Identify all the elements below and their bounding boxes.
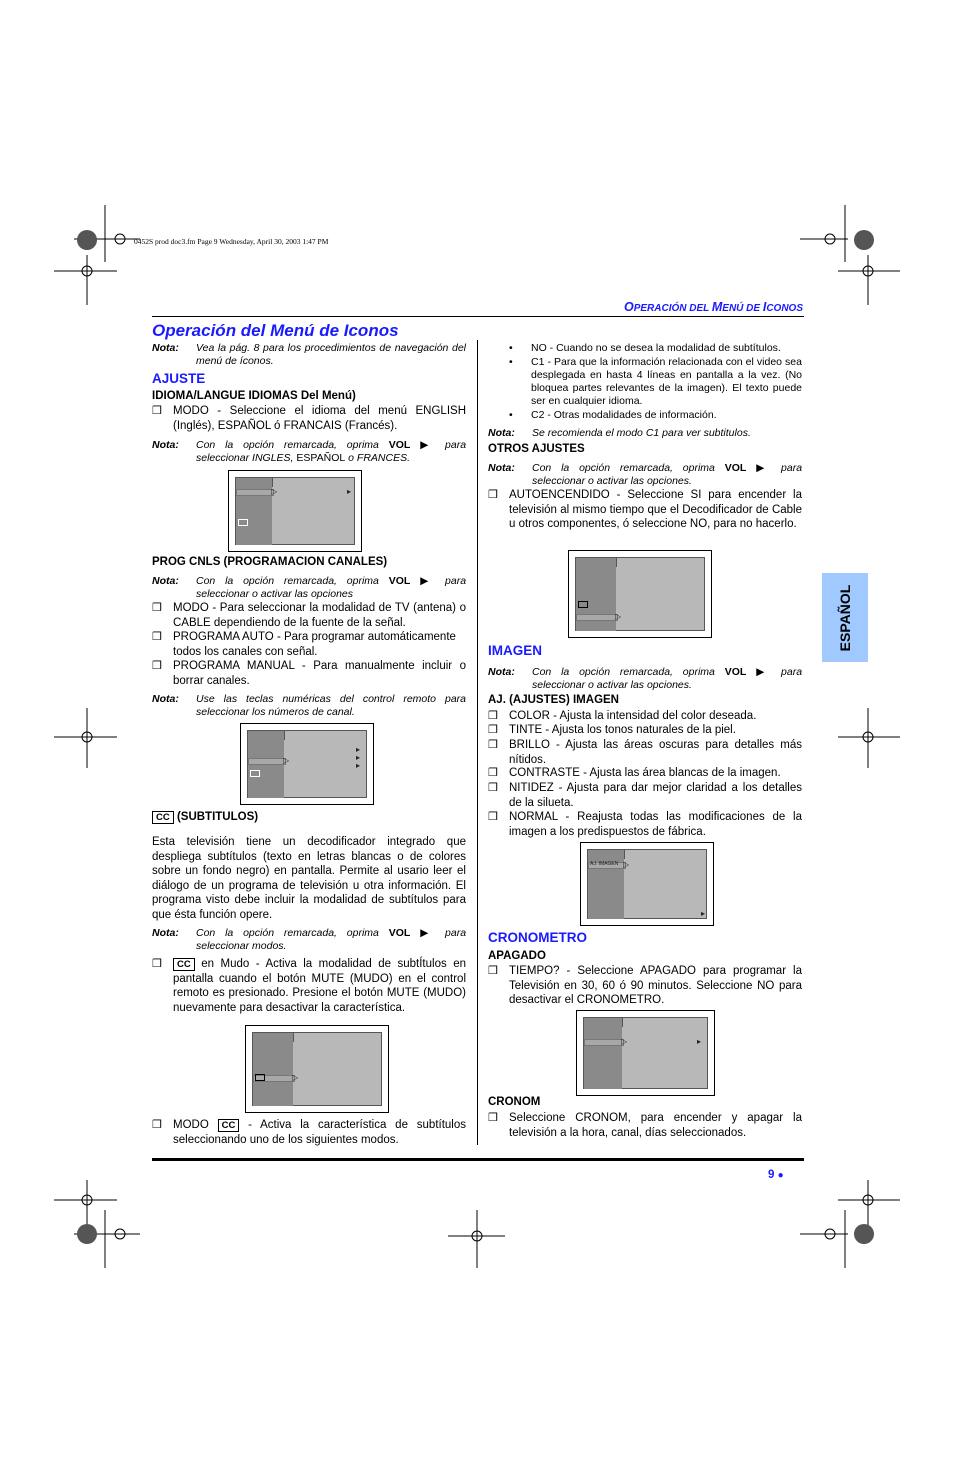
menu-icon — [255, 1074, 265, 1081]
menu-icon — [578, 601, 588, 608]
list-item: ❒ TINTE - Ajusta los tonos naturales de la piel. — [488, 724, 736, 736]
list-item: ❒ AUTOENCENDIDO - Seleccione SI para encender la televisión al mismo tiempo que el Decodificador de Cable u otros componentes, ó seleccione NO, para no hacerlo. — [488, 489, 802, 530]
file-header: 0452S prod doc3.fm Page 9 Wednesday, April 30, 2003 1:47 PM — [134, 237, 329, 246]
subheading: OTROS AJUSTES — [488, 443, 585, 455]
note: Nota: Con la opción remarcada, oprima VOL ▶ para seleccionar modos. — [152, 927, 467, 952]
list-item: ❒ Seleccione CRONOM, para encender y apagar la televisión a la hora, canal, días seleccionados. — [488, 1112, 802, 1139]
note: Nota: Con la opción remarcada, oprima VOL ▶ para seleccionar INGLES, ESPAÑOL o FRANCES. — [152, 439, 467, 464]
note: Nota: Se recomienda el modo C1 para ver subtitulos. — [488, 427, 751, 439]
arrow-right-icon: ▸ ▸ ▸ — [356, 745, 361, 770]
list-item: ❒ NITIDEZ - Ajusta para dar mejor claridad a los detalles de la silueta. — [488, 782, 802, 809]
subheading: APAGADO — [488, 950, 546, 962]
note: Nota: Use las teclas numéricas del control remoto para seleccionar los números de canal. — [152, 693, 466, 718]
list-item: • C2 - Otras modalidades de información. — [509, 409, 717, 421]
page-number: 9 ● — [768, 1169, 784, 1181]
menu-screen — [245, 1025, 389, 1113]
arrow-right-icon: ▷ — [271, 487, 278, 496]
footer-rule — [152, 1158, 804, 1161]
menu-icon — [238, 519, 248, 526]
list-item: ❒ BRILLO - Ajusta las áreas oscuras para detalles más nítidos. — [488, 739, 802, 766]
subheading: IDIOMA/LANGUE IDIOMAS Del Menú) — [152, 390, 356, 402]
list-item: ❒ NORMAL - Reajusta todas las modificaciones de la imagen a los predispuestos de fábrica. — [488, 811, 802, 838]
list-item: • NO - Cuando no se desea la modalidad de subtítulos. — [509, 342, 781, 354]
menu-icon — [250, 770, 260, 777]
menu-label: AJ. IMAGEN — [590, 861, 619, 867]
list-item: ❒ CC en Mudo - Activa la modalidad de subtÍtulos en pantalla cuando el botón MUTE (MUDO) en el control remoto es presionado. Presione el botón MUTE (MUDO) nuevamente para desactivar la característica. — [152, 958, 467, 1014]
arrow-right-icon: ▸ — [701, 909, 706, 918]
page-title: Operación del Menú de Iconos — [152, 321, 399, 340]
note: Nota: Con la opción remarcada, oprima VOL ▶ para seleccionar o activar las opciones — [152, 575, 467, 600]
arrow-right-icon: ▸ — [697, 1037, 702, 1046]
menu-screen — [580, 842, 714, 926]
arrow-right-icon: ▸ — [347, 487, 352, 496]
subheading: CRONOM — [488, 1096, 541, 1108]
running-header: OPERACIÓN DEL MENÚ DE ICONOS — [623, 300, 803, 314]
language-tab: ESPAÑOL — [822, 573, 868, 662]
subheading: AJ. (AJUSTES) IMAGEN — [488, 694, 619, 706]
menu-screen — [240, 723, 374, 805]
list-item: ❒ MODO - Para seleccionar la modalidad de TV (antena) o CABLE dependiendo de la fuente de la señal. — [152, 602, 466, 629]
note: Nota: Vea la pág. 8 para los procedimientos de navegación del menú de íconos. — [152, 342, 466, 367]
list-item: ❒ PROGRAMA AUTO - Para programar automáticamente todos los canales con señal. — [152, 631, 456, 658]
list-item: ❒ PROGRAMA MANUAL - Para manualmente incluir o borrar canales. — [152, 660, 466, 687]
menu-screen — [576, 1010, 715, 1096]
arrow-right-icon: ▷ — [283, 756, 290, 765]
arrow-right-icon: ▷ — [621, 1037, 628, 1046]
note: Nota: Con la opción remarcada, oprima VOL ▶ para seleccionar o activar las opciones. — [488, 462, 803, 487]
cc-icon: CC — [218, 1119, 240, 1132]
section-cronometro: CRONOMETRO — [488, 930, 587, 945]
section-ajuste: AJUSTE — [152, 371, 206, 386]
arrow-right-icon: ▷ — [623, 860, 630, 869]
subheading: PROG CNLS (PROGRAMACION CANALES) — [152, 556, 388, 568]
list-item: • C1 - Para que la información relacionada con el video sea desplegada en hasta 4 líneas en pantalla a la vez. (No bloquea partes relevantes de la imagen). El texto puede ser en cualquier idioma. — [509, 356, 802, 407]
list-item: ❒ CONTRASTE - Ajusta las área blancas de la imagen. — [488, 767, 781, 779]
menu-screen — [568, 550, 712, 638]
header-rule — [152, 316, 804, 317]
list-item: ❒ COLOR - Ajusta la intensidad del color deseada. — [488, 710, 757, 722]
subheading: CC (SUBTITULOS) — [152, 811, 258, 824]
cc-icon: CC — [152, 811, 174, 824]
arrow-right-icon: ▷ — [615, 612, 622, 621]
column-divider — [477, 340, 478, 1145]
note: Nota: Con la opción remarcada, oprima VOL ▶ para seleccionar o activar las opciones. — [488, 666, 803, 691]
arrow-right-icon: ▷ — [292, 1073, 299, 1082]
menu-screen — [228, 470, 362, 552]
paragraph: Esta televisión tiene un decodificador integrado que despliega subtítulos (texto en letras blancas o de colores sobre un fondo negro) en pantalla. Permite al usario leer el diálogo de un programa de televisión u otra información. El programa visto debe incluir la modalidad de subtítulos para que ésta función opere. — [152, 836, 466, 921]
section-imagen: IMAGEN — [488, 643, 542, 658]
list-item: ❒ MODO CC - Activa la característica de subtítulos seleccionando uno de los siguientes modos. — [152, 1119, 466, 1146]
list-item: ❒ MODO - Seleccione el idioma del menú ENGLISH (Inglés), ESPAÑOL ó FRANCAIS (Francés). — [152, 405, 466, 432]
list-item: ❒ TIEMPO? - Seleccione APAGADO para programar la Televisión en 30, 60 ó 90 minutos. Seleccione NO para desactivar el CRONOMETRO. — [488, 965, 802, 1006]
cc-icon: CC — [173, 958, 195, 971]
